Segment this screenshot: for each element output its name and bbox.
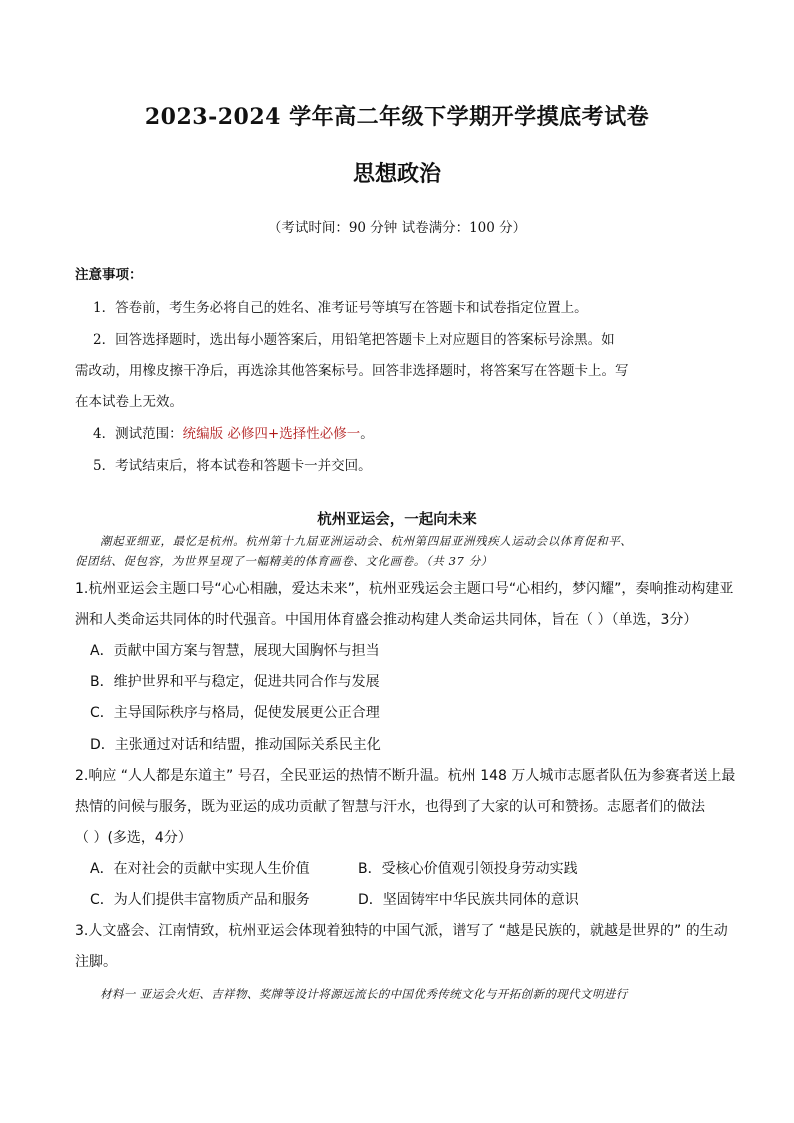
question-1-option-a: A．贡献中国方案与智慧，展现大国胸怀与担当 [90,643,380,659]
question-2-line-1: 2.响应 “人人都是东道主” 号召，全民亚运的热情不断升温。杭州 148 万人城市志愿者队伍为参赛者送上最 [75,768,736,784]
section-intro-line-1: 潮起亚细亚，最忆是杭州。杭州第十九届亚洲运动会、杭州第四届亚洲残疾人运动会以体育促和平、 [100,534,633,548]
section-title: 杭州亚运会，一起向未来 [317,511,477,528]
note-item-2-line-3: 在本试卷上无效。 [75,394,183,410]
question-2-line-2: 热情的问候与服务，既为亚运的成功贡献了智慧与汗水，也得到了大家的认可和赞扬。志愿者们的做法 [75,799,705,815]
question-2-line-3: （ ）(多选，4分） [75,830,192,846]
note-item-2-line-2: 需改动，用橡皮擦干净后，再选涂其他答案标号。回答非选择题时，将答案写在答题卡上。写 [75,363,629,379]
section-intro-line-2: 促团结、促包容，为世界呈现了一幅精美的体育画卷、文化画卷。（共 37 分） [75,554,493,568]
question-3-material-1: 材料一 亚运会火炬、吉祥物、奖牌等设计将源远流长的中国优秀传统文化与开拓创新的现代文明进行 [100,987,628,1001]
exam-info: （考试时间：90 分钟 试卷满分：100 分） [267,220,527,236]
question-1-option-b: B．维护世界和平与稳定，促进共同合作与发展 [90,674,380,690]
question-1-line-1: 1.杭州亚运会主题口号“心心相融，爱达未来”，杭州亚残运会主题口号“心相约，梦闪耀”，奏响推动构建亚 [75,581,734,597]
subject-title: 思想政治 [352,161,441,187]
note-item-1: 1．答卷前，考生务必将自己的姓名、准考证号等填写在答题卡和试卷指定位置上。 [93,300,588,316]
test-range: 统编版 必修四+选择性必修一 [182,426,361,442]
note-item-2-line-1: 2．回答选择题时，选出每小题答案后，用铅笔把答题卡上对应题目的答案标号涂黑。如 [93,332,615,348]
exam-title: 2023-2024 学年高二年级下学期开学摸底考试卷 [144,104,650,130]
question-2-option-d: D．坚固铸牢中华民族共同体的意识 [358,892,579,908]
question-3-line-1: 3.人文盛会、江南情致，杭州亚运会体现着独特的中国气派，谱写了 “越是民族的，就越是世界的” 的生动 [75,923,728,939]
note-item-4 [93,422,374,442]
notes-heading: 注意事项： [75,267,143,283]
note-item-5: 5．考试结束后，将本试卷和答题卡一并交回。 [93,458,372,474]
question-2-option-b: B．受核心价值观引领投身劳动实践 [358,861,578,877]
note-item-4-suffix: 。 [360,426,374,442]
question-2-option-a: A．在对社会的贡献中实现人生价值 [90,861,310,877]
question-1-line-2: 洲和人类命运共同体的时代强音。中国用体育盛会推动构建人类命运共同体，旨在（ ）（单选，3分） [75,612,698,628]
note-item-4-prefix: 4．测试范围： [93,426,183,442]
question-1-option-d: D．主张通过对话和结盟，推动国际关系民主化 [90,737,381,753]
question-3-line-2: 注脚。 [75,954,117,970]
question-2-option-c: C．为人们提供丰富物质产品和服务 [90,892,310,908]
question-1-option-c: C．主导国际秩序与格局，促使发展更公正合理 [90,705,380,721]
